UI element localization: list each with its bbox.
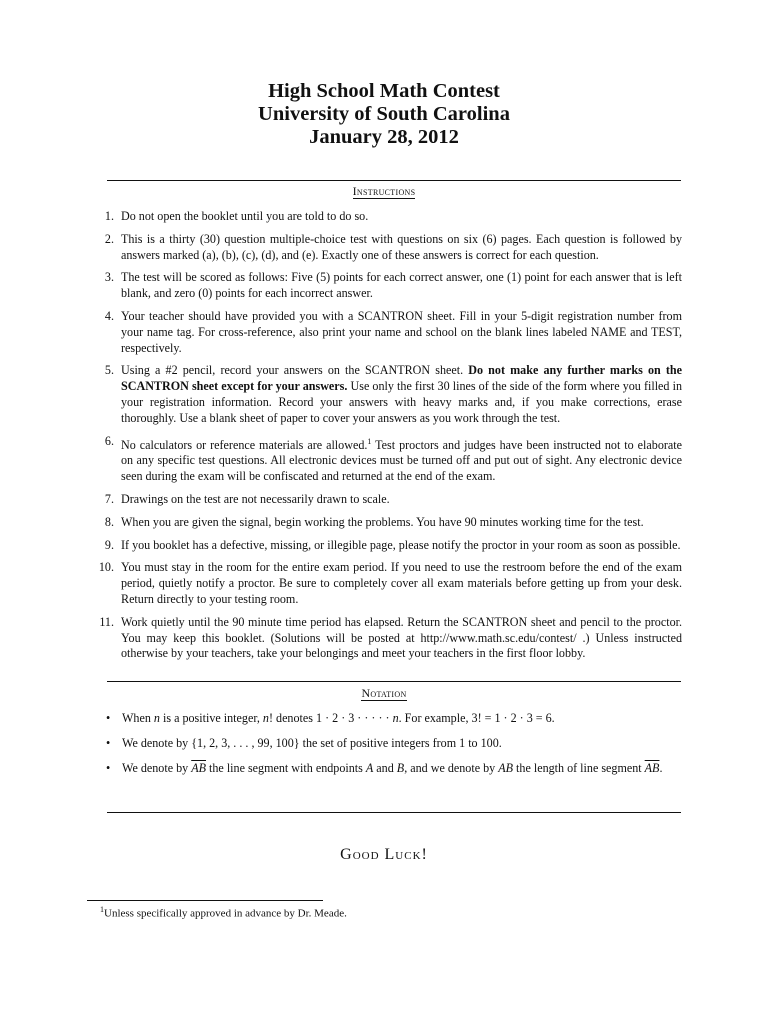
list-item: 11. Work quietly until the 90 minute time period has elapsed. Return the SCANTRON sheet and pencil to the proctor. You may keep this booklet. (Solutions will be posted at http://www.math.sc.edu/contest/ .) Unless instructed otherwise by your teachers, take your belongings and meet your teachers in the first floor lobby. xyxy=(99,614,682,661)
university-name: University of South Carolina xyxy=(258,103,510,125)
footnote-mark: 1 xyxy=(100,905,104,914)
notation-list xyxy=(104,711,682,785)
notation-heading: Notation xyxy=(361,686,407,700)
footnote-text: Unless specifically approved in advance by Dr. Meade. xyxy=(104,907,347,920)
list-item: 1. Do not open the booklet until you are told to do so. xyxy=(104,209,369,223)
footnote-divider xyxy=(87,900,323,901)
contest-title: High School Math Contest xyxy=(268,80,500,102)
bullet-icon: • xyxy=(106,711,111,725)
list-item: 7. Drawings on the test are not necessarily drawn to scale. xyxy=(104,491,390,506)
good-luck-message: Good Luck! xyxy=(340,846,428,863)
contest-date: January 28, 2012 xyxy=(309,126,459,148)
footnote xyxy=(100,905,347,920)
bullet-icon: • xyxy=(106,760,111,775)
list-item: • We denote by {1, 2, 3, . . . , 99, 100} the set of positive integers from 1 to 100. xyxy=(106,735,502,750)
list-item: • When n is a positive integer, n! denotes 1 · 2 · 3 · · · · · n. For example, 3! = 1 · 2 · 3 = 6. xyxy=(106,711,555,725)
list-item: 6. No calculators or reference materials are allowed.$^1$ Test proctors and judges have been instructed not to elaborate on any specific test questions. All electronic devices must be turned off and put out of sight. Any electronic device seen during the exam will be confiscated and returned at the end of the exam. xyxy=(104,433,682,484)
list-item: 9. If you booklet has a defective, missing, or illegible page, please notify the proctor in your room as soon as possible. xyxy=(104,537,681,552)
list-item: 8. When you are given the signal, begin working the problems. You have 90 minutes working time for the test. xyxy=(104,514,644,529)
list-item: 3. The test will be scored as follows: Five (5) points for each correct answer, one (1) point for each answer that is left blank, and zero (0) points for each incorrect answer. xyxy=(104,270,682,301)
scantron-warning: Do not make any further marks on the SCANTRON sheet except for your answers. xyxy=(121,363,682,394)
instructions-heading: Instructions xyxy=(352,184,416,198)
instructions-list xyxy=(96,209,682,669)
list-item: 2. This is a thirty (30) question multiple-choice test with questions on six (6) pages. Each question is followed by answers marked (a), (b), (c), (d), and (e). Exactly one of these answers is correct for each question. xyxy=(104,231,682,262)
footnote-ref: 1 xyxy=(367,436,372,446)
bullet-icon: • xyxy=(106,735,111,750)
list-item: 5. Using a #2 pencil, record your answers on the SCANTRON sheet. Do not make any further marks on the SCANTRON sheet except for your answers. Use only the first 30 lines of the side of the form where you filled in your registration information. Record your answers with heavy marks and, if you make corrections, erase thoroughly. Use a blank sheet of paper to cover your answers as you work through the test. xyxy=(104,363,682,425)
divider-middle xyxy=(107,681,681,682)
title-block xyxy=(0,80,768,149)
list-item: 4. Your teacher should have provided you with a SCANTRON sheet. Fill in your 5-digit registration number from your name tag. For cross-reference, also print your name and school on the blank lines labeled NAME and TEST, respectively. xyxy=(104,308,682,355)
divider-top xyxy=(107,180,681,181)
list-item: 10. You must stay in the room for the entire exam period. If you need to use the restroom before the end of the exam period, quietly notify a proctor. Be sure to completely cover all exam materials before getting up from your desk. Return directly to your testing room. xyxy=(98,560,682,606)
divider-bottom xyxy=(107,812,681,813)
list-item: • We denote by $\overline{AB}$ the line segment with endpoints A and B, and we denote by AB the length of line segment $\overline{AB}$. xyxy=(106,760,663,775)
